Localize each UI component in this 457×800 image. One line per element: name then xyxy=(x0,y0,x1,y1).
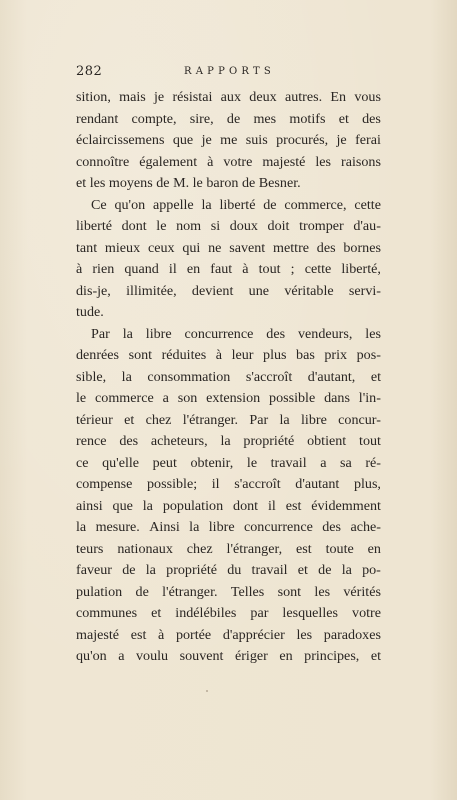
text-line: communes et indélébiles par lesquelles votre xyxy=(76,605,381,621)
text-line: denrées sont réduites à leur plus bas prix pos- xyxy=(76,347,381,363)
paper-speck xyxy=(206,690,208,692)
text-line: Par la libre concurrence des vendeurs, les xyxy=(91,325,381,342)
text-line: ce qu'elle peut obtenir, le travail a sa ré- xyxy=(76,454,381,471)
text-line: sition, mais je résistai aux deux autres. En vous xyxy=(76,89,381,105)
running-head: RAPPORTS xyxy=(184,66,275,77)
text-line: tant mieux ceux qui ne savent mettre des bornes xyxy=(76,239,381,256)
text-line: éclaircissemens que je me suis procurés, je ferai xyxy=(76,132,381,148)
page-header xyxy=(76,64,378,84)
text-line: et les moyens de M. le baron de Besner. xyxy=(76,175,301,191)
text-line: liberté dont le nom si doux doit tromper d'au- xyxy=(76,218,381,234)
text-line: tude. xyxy=(76,304,104,320)
text-line: ainsi que la population dont il est évidemment xyxy=(76,497,381,514)
text-line: la mesure. Ainsi la libre concurrence des ache- xyxy=(76,519,381,535)
body-text xyxy=(76,87,381,668)
text-line: térieur et chez l'étranger. Par la libre concur- xyxy=(76,411,381,428)
paper-speck xyxy=(286,398,288,400)
text-line: à rien quand il en faut à tout ; cette liberté, xyxy=(76,261,381,277)
text-line: faveur de la propriété du travail et de la po- xyxy=(76,562,381,578)
text-line: connoître également à votre majesté les raisons xyxy=(76,153,381,170)
text-line: pulation de l'étranger. Telles sont les vérités xyxy=(76,583,381,600)
paper-speck xyxy=(160,178,162,180)
text-line: rence des acheteurs, la propriété obtient tout xyxy=(76,433,381,449)
text-line: compense possible; il s'accroît d'autant plus, xyxy=(76,476,381,492)
paragraph xyxy=(76,324,381,668)
text-line: Ce qu'on appelle la liberté de commerce, cette xyxy=(91,196,381,213)
paper-speck xyxy=(258,634,260,636)
paragraph xyxy=(76,195,381,324)
text-line: rendant compte, sire, de mes motifs et des xyxy=(76,110,381,127)
page-number: 282 xyxy=(76,64,103,79)
text-line: sible, la consommation s'accroît d'autant, et xyxy=(76,368,381,385)
text-line: teurs nationaux chez l'étranger, est toute en xyxy=(76,540,381,557)
text-line: qu'on a voulu souvent ériger en principes, et xyxy=(76,648,381,664)
text-line: dis-je, illimitée, devient une véritable servi- xyxy=(76,282,381,299)
text-line: le commerce a son extension possible dans l'in- xyxy=(76,390,381,406)
text-line: majesté est à portée d'apprécier les paradoxes xyxy=(76,626,381,643)
paragraph xyxy=(76,87,381,195)
